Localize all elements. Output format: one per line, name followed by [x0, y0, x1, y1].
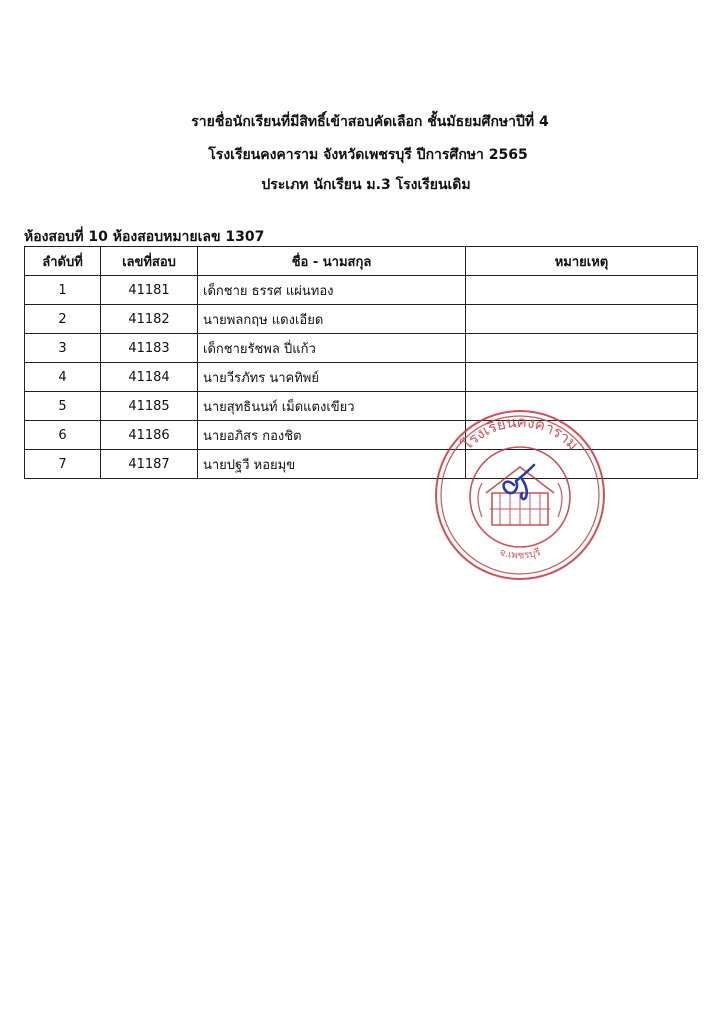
cell-name: นายวีรภัทร นาคทิพย์: [198, 363, 466, 392]
table-header-row: [25, 247, 698, 276]
col-header-exam-id: เลขที่สอบ: [101, 247, 198, 276]
student-category: ประเภท นักเรียน ม.3 โรงเรียนเดิม: [261, 177, 471, 193]
table-row: [25, 363, 698, 392]
table-row: [25, 334, 698, 363]
cell-exam-id: 41186: [101, 421, 198, 450]
cell-exam-id: 41187: [101, 450, 198, 479]
cell-note: [466, 305, 698, 334]
col-header-note: หมายเหตุ: [466, 247, 698, 276]
seal-text-bottom: จ.เพชรบุรี: [497, 547, 543, 562]
table-row: [25, 305, 698, 334]
cell-order: 7: [25, 450, 101, 479]
school-and-year: โรงเรียนคงคาราม จังหวัดเพชรบุรี ปีการศึกษา 2565: [208, 147, 528, 163]
table-row: [25, 276, 698, 305]
cell-order: 4: [25, 363, 101, 392]
cell-exam-id: 41181: [101, 276, 198, 305]
cell-name: เด็กชาย ธรรศ แผ่นทอง: [198, 276, 466, 305]
signature-mark: [504, 465, 534, 499]
cell-exam-id: 41185: [101, 392, 198, 421]
cell-name: นายปฐวี หอยมุข: [198, 450, 466, 479]
cell-note: [466, 276, 698, 305]
cell-order: 1: [25, 276, 101, 305]
cell-order: 5: [25, 392, 101, 421]
cell-exam-id: 41184: [101, 363, 198, 392]
cell-name: นายพลกฤษ แดงเอียด: [198, 305, 466, 334]
col-header-order: ลำดับที่: [25, 247, 101, 276]
seal-text-top: โรงเรียนคงคาราม: [457, 412, 583, 454]
cell-order: 2: [25, 305, 101, 334]
cell-order: 3: [25, 334, 101, 363]
cell-note: [466, 334, 698, 363]
cell-name: นายอภิสร กองชิต: [198, 421, 466, 450]
document-title: รายชื่อนักเรียนที่มีสิทธิ์เข้าสอบคัดเลือก ชั้นมัธยมศึกษาปีที่ 4: [191, 114, 549, 130]
school-seal-stamp: [430, 405, 610, 585]
exam-room-label: ห้องสอบที่ 10 ห้องสอบหมายเลข 1307: [24, 229, 265, 245]
cell-note: [466, 363, 698, 392]
cell-name: เด็กชายรัชพล ปี่แก้ว: [198, 334, 466, 363]
cell-name: นายสุทธินนท์ เม็ดแตงเขียว: [198, 392, 466, 421]
cell-order: 6: [25, 421, 101, 450]
col-header-name: ชื่อ - นามสกุล: [198, 247, 466, 276]
cell-exam-id: 41182: [101, 305, 198, 334]
cell-exam-id: 41183: [101, 334, 198, 363]
seal-emblem-roof: [486, 467, 554, 493]
